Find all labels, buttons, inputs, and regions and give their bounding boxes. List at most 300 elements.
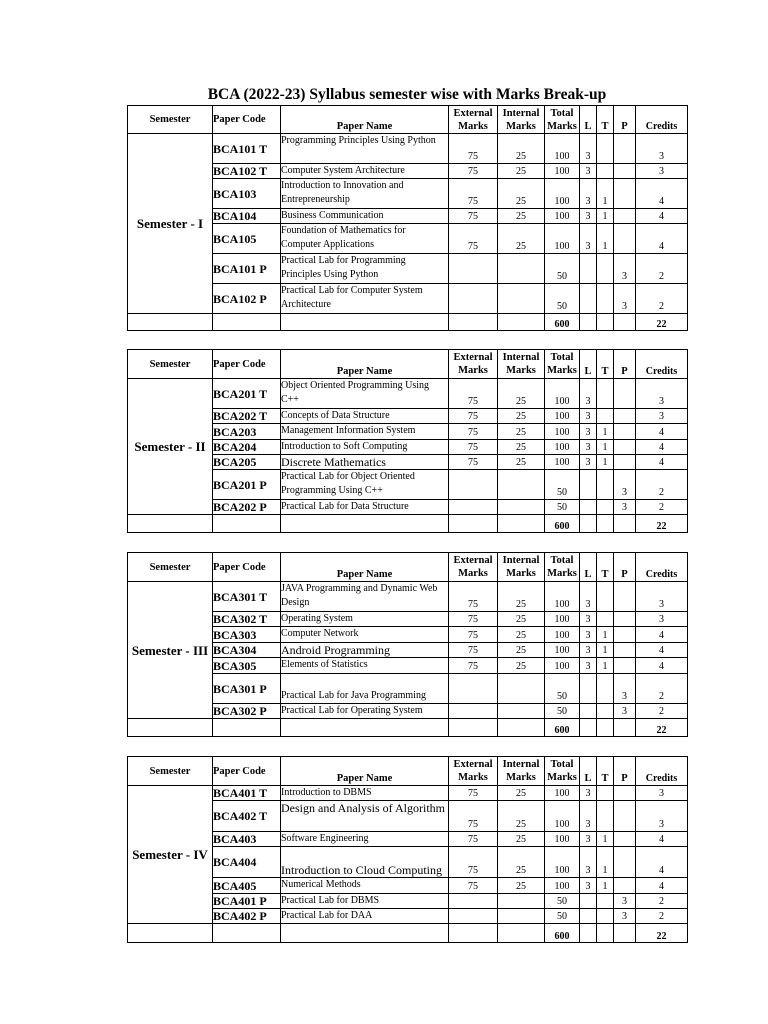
credits: 3 <box>636 786 688 801</box>
header-internal-marks <box>498 350 545 379</box>
external-marks: 75 <box>449 455 498 470</box>
paper-name: Elements of Statistics <box>281 658 449 674</box>
tutorial-hours <box>597 409 614 424</box>
header-semester-text: Semester <box>149 358 191 370</box>
totals-row <box>128 719 688 737</box>
header-external-marks-text: External <box>453 352 493 363</box>
internal-marks: 25 <box>498 643 545 658</box>
paper-code: BCA402 T <box>213 801 281 832</box>
internal-marks <box>498 500 545 515</box>
practical-hours: 3 <box>614 704 636 719</box>
external-marks <box>449 704 498 719</box>
tutorial-hours <box>597 674 614 704</box>
header-t <box>597 350 614 379</box>
semester-label: Semester - IV <box>128 786 213 924</box>
internal-marks: 25 <box>498 612 545 627</box>
paper-name: Numerical Methods <box>281 878 449 894</box>
total-marks: 50 <box>545 500 580 515</box>
lecture-hours: 3 <box>580 224 597 254</box>
total-marks: 50 <box>545 909 580 924</box>
credits: 4 <box>636 627 688 643</box>
total-marks: 100 <box>545 658 580 674</box>
practical-hours <box>614 582 636 612</box>
empty-cell <box>213 719 281 737</box>
credits: 4 <box>636 424 688 440</box>
tutorial-hours <box>597 894 614 909</box>
paper-name: Programming Principles Using Python <box>281 134 449 164</box>
lecture-hours: 3 <box>580 878 597 894</box>
total-credits-sum: 22 <box>636 719 688 737</box>
tutorial-hours <box>597 786 614 801</box>
header-total-marks <box>545 757 580 786</box>
header-paper-name-text: Paper Name <box>336 773 393 784</box>
header-l-text: L <box>584 366 592 377</box>
paper-name: Computer System Architecture <box>281 164 449 179</box>
header-p-text: P <box>621 121 628 132</box>
total-marks: 100 <box>545 847 580 878</box>
paper-name: Introduction to Cloud Computing <box>281 847 449 878</box>
practical-hours <box>614 424 636 440</box>
header-credits <box>636 757 688 786</box>
tutorial-hours: 1 <box>597 179 614 209</box>
internal-marks: 25 <box>498 582 545 612</box>
totals-row <box>128 924 688 943</box>
table-header-row <box>128 757 688 786</box>
paper-code: BCA204 <box>213 440 281 455</box>
lecture-hours: 3 <box>580 409 597 424</box>
header-p-text: P <box>621 366 628 377</box>
paper-code: BCA403 <box>213 832 281 847</box>
tutorial-hours: 1 <box>597 224 614 254</box>
lecture-hours <box>580 894 597 909</box>
paper-code: BCA105 <box>213 224 281 254</box>
credits: 2 <box>636 704 688 719</box>
credits: 2 <box>636 894 688 909</box>
paper-code: BCA201 P <box>213 470 281 500</box>
external-marks: 75 <box>449 424 498 440</box>
external-marks: 75 <box>449 627 498 643</box>
empty-cell <box>614 719 636 737</box>
header-paper-name <box>281 757 449 786</box>
empty-cell <box>498 515 545 533</box>
lecture-hours: 3 <box>580 455 597 470</box>
empty-cell <box>281 314 449 331</box>
total-credits-sum: 22 <box>636 314 688 331</box>
paper-code: BCA202 T <box>213 409 281 424</box>
tutorial-hours <box>597 470 614 500</box>
lecture-hours: 3 <box>580 424 597 440</box>
empty-cell <box>597 314 614 331</box>
empty-cell <box>449 924 498 943</box>
header-internal-marks-text: Marks <box>506 120 536 132</box>
paper-name: Practical Lab for Object Oriented Programming Using C++ <box>281 470 449 500</box>
credits: 4 <box>636 179 688 209</box>
practical-hours: 3 <box>614 909 636 924</box>
header-semester-text: Semester <box>149 114 191 125</box>
lecture-hours <box>580 674 597 704</box>
credits: 4 <box>636 440 688 455</box>
internal-marks: 25 <box>498 786 545 801</box>
header-p <box>614 106 636 134</box>
tutorial-hours <box>597 704 614 719</box>
header-paper-name-text: Paper Name <box>336 366 393 377</box>
lecture-hours: 3 <box>580 847 597 878</box>
tutorial-hours <box>597 164 614 179</box>
header-internal-marks-text: Marks <box>506 365 536 376</box>
lecture-hours: 3 <box>580 379 597 409</box>
empty-cell <box>498 314 545 331</box>
external-marks <box>449 254 498 284</box>
lecture-hours <box>580 500 597 515</box>
external-marks: 75 <box>449 224 498 254</box>
empty-cell <box>213 515 281 533</box>
semester-label: Semester - II <box>128 379 213 515</box>
practical-hours <box>614 179 636 209</box>
tutorial-hours: 1 <box>597 658 614 674</box>
header-external-marks <box>449 350 498 379</box>
header-internal-marks-text: Internal <box>502 555 540 566</box>
external-marks <box>449 284 498 314</box>
header-paper-code <box>213 106 281 134</box>
empty-cell <box>128 719 213 737</box>
header-external-marks-text: External <box>453 107 493 119</box>
paper-code: BCA101 P <box>213 254 281 284</box>
credits: 3 <box>636 409 688 424</box>
paper-code: BCA302 P <box>213 704 281 719</box>
header-credits-text: Credits <box>645 121 678 132</box>
total-marks: 100 <box>545 409 580 424</box>
empty-cell <box>449 719 498 737</box>
paper-code: BCA101 T <box>213 134 281 164</box>
external-marks: 75 <box>449 832 498 847</box>
total-marks: 100 <box>545 801 580 832</box>
paper-code: BCA305 <box>213 658 281 674</box>
total-marks: 100 <box>545 164 580 179</box>
credits: 3 <box>636 379 688 409</box>
header-credits-text: Credits <box>645 773 678 784</box>
empty-cell <box>281 719 449 737</box>
header-l <box>580 553 597 582</box>
credits: 2 <box>636 674 688 704</box>
tutorial-hours: 1 <box>597 424 614 440</box>
credits: 4 <box>636 832 688 847</box>
external-marks: 75 <box>449 847 498 878</box>
credits: 4 <box>636 643 688 658</box>
table-header-row <box>128 553 688 582</box>
total-marks: 100 <box>545 424 580 440</box>
header-credits <box>636 106 688 134</box>
table-row <box>128 786 688 801</box>
credits: 4 <box>636 455 688 470</box>
tutorial-hours <box>597 500 614 515</box>
tutorial-hours <box>597 612 614 627</box>
internal-marks: 25 <box>498 440 545 455</box>
credits: 2 <box>636 470 688 500</box>
page-title: BCA (2022-23) Syllabus semester wise with Marks Break-up <box>207 86 607 103</box>
tutorial-hours <box>597 284 614 314</box>
external-marks: 75 <box>449 786 498 801</box>
paper-code: BCA304 <box>213 643 281 658</box>
header-total-marks-text: Marks <box>547 568 577 579</box>
empty-cell <box>213 314 281 331</box>
empty-cell <box>597 924 614 943</box>
credits: 4 <box>636 224 688 254</box>
lecture-hours: 3 <box>580 832 597 847</box>
total-marks: 50 <box>545 284 580 314</box>
empty-cell <box>597 719 614 737</box>
paper-code: BCA102 T <box>213 164 281 179</box>
lecture-hours <box>580 470 597 500</box>
lecture-hours: 3 <box>580 582 597 612</box>
practical-hours <box>614 164 636 179</box>
header-semester <box>128 106 213 134</box>
header-external-marks <box>449 106 498 134</box>
external-marks <box>449 894 498 909</box>
paper-name: JAVA Programming and Dynamic Web Design <box>281 582 449 612</box>
internal-marks: 25 <box>498 878 545 894</box>
total-marks-sum: 600 <box>545 515 580 533</box>
paper-name: Operating System <box>281 612 449 627</box>
internal-marks: 25 <box>498 209 545 224</box>
header-t <box>597 106 614 134</box>
practical-hours <box>614 440 636 455</box>
semester-label: Semester - III <box>128 582 213 719</box>
header-paper-code-text: Paper Code <box>213 114 266 125</box>
lecture-hours <box>580 704 597 719</box>
lecture-hours <box>580 254 597 284</box>
empty-cell <box>614 314 636 331</box>
paper-name: Design and Analysis of Algorithm <box>281 801 449 832</box>
paper-code: BCA405 <box>213 878 281 894</box>
external-marks <box>449 909 498 924</box>
credits: 2 <box>636 909 688 924</box>
external-marks: 75 <box>449 582 498 612</box>
total-marks: 100 <box>545 786 580 801</box>
practical-hours <box>614 847 636 878</box>
semester-label: Semester - I <box>128 134 213 314</box>
credits: 4 <box>636 878 688 894</box>
header-l-text: L <box>584 773 592 784</box>
semester-table <box>127 349 688 533</box>
practical-hours <box>614 455 636 470</box>
paper-name: Practical Lab for DBMS <box>281 894 449 909</box>
header-internal-marks <box>498 553 545 582</box>
empty-cell <box>597 515 614 533</box>
total-marks: 50 <box>545 254 580 284</box>
practical-hours <box>614 786 636 801</box>
header-l <box>580 106 597 134</box>
paper-name: Practical Lab for Operating System <box>281 704 449 719</box>
total-marks: 100 <box>545 627 580 643</box>
paper-code: BCA103 <box>213 179 281 209</box>
paper-name: Software Engineering <box>281 832 449 847</box>
paper-name: Business Communication <box>281 209 449 224</box>
credits: 3 <box>636 612 688 627</box>
header-p-text: P <box>621 569 628 580</box>
empty-cell <box>128 515 213 533</box>
paper-code: BCA401 T <box>213 786 281 801</box>
internal-marks <box>498 284 545 314</box>
internal-marks <box>498 894 545 909</box>
empty-cell <box>498 924 545 943</box>
totals-row <box>128 515 688 533</box>
header-l-text: L <box>584 569 592 580</box>
credits: 4 <box>636 658 688 674</box>
paper-name: Concepts of Data Structure <box>281 409 449 424</box>
table-row <box>128 582 688 612</box>
lecture-hours: 3 <box>580 612 597 627</box>
paper-name: Object Oriented Programming Using C++ <box>281 379 449 409</box>
header-paper-code-text: Paper Code <box>213 358 266 370</box>
total-marks: 100 <box>545 209 580 224</box>
lecture-hours: 3 <box>580 164 597 179</box>
tutorial-hours: 1 <box>597 455 614 470</box>
table-row <box>128 379 688 409</box>
lecture-hours: 3 <box>580 440 597 455</box>
header-semester <box>128 553 213 582</box>
external-marks: 75 <box>449 179 498 209</box>
total-marks: 100 <box>545 179 580 209</box>
lecture-hours: 3 <box>580 179 597 209</box>
internal-marks: 25 <box>498 179 545 209</box>
lecture-hours: 3 <box>580 627 597 643</box>
paper-code: BCA402 P <box>213 909 281 924</box>
internal-marks: 25 <box>498 832 545 847</box>
paper-name: Android Programming <box>281 643 449 658</box>
header-semester-text: Semester <box>149 561 191 573</box>
credits: 3 <box>636 801 688 832</box>
empty-cell <box>213 924 281 943</box>
paper-name: Practical Lab for DAA <box>281 909 449 924</box>
lecture-hours: 3 <box>580 801 597 832</box>
paper-code: BCA202 P <box>213 500 281 515</box>
lecture-hours <box>580 909 597 924</box>
practical-hours <box>614 658 636 674</box>
total-marks: 100 <box>545 440 580 455</box>
credits: 4 <box>636 847 688 878</box>
header-t-text: T <box>601 366 609 377</box>
internal-marks: 25 <box>498 224 545 254</box>
header-external-marks-text: External <box>453 759 493 770</box>
external-marks: 75 <box>449 134 498 164</box>
header-credits-text: Credits <box>645 366 678 377</box>
total-marks: 100 <box>545 582 580 612</box>
header-credits-text: Credits <box>645 569 678 580</box>
header-external-marks-text: Marks <box>458 120 488 132</box>
external-marks: 75 <box>449 164 498 179</box>
header-semester-text: Semester <box>149 765 191 777</box>
tutorial-hours: 1 <box>597 627 614 643</box>
total-marks: 100 <box>545 612 580 627</box>
empty-cell <box>281 924 449 943</box>
header-internal-marks-text: Marks <box>506 568 536 579</box>
semester-table <box>127 756 688 943</box>
credits: 3 <box>636 582 688 612</box>
external-marks <box>449 500 498 515</box>
external-marks: 75 <box>449 209 498 224</box>
internal-marks: 25 <box>498 627 545 643</box>
header-paper-code <box>213 553 281 582</box>
total-marks: 50 <box>545 674 580 704</box>
practical-hours: 3 <box>614 674 636 704</box>
paper-name: Discrete Mathematics <box>281 455 449 470</box>
empty-cell <box>449 314 498 331</box>
header-l-text: L <box>584 121 592 132</box>
tutorial-hours <box>597 254 614 284</box>
header-t <box>597 757 614 786</box>
total-marks: 100 <box>545 379 580 409</box>
tutorial-hours: 1 <box>597 440 614 455</box>
total-marks: 50 <box>545 894 580 909</box>
header-internal-marks-text: Internal <box>502 107 540 119</box>
practical-hours <box>614 409 636 424</box>
practical-hours <box>614 224 636 254</box>
empty-cell <box>128 924 213 943</box>
practical-hours <box>614 379 636 409</box>
total-marks: 100 <box>545 455 580 470</box>
table-header-row <box>128 350 688 379</box>
header-total-marks-text: Marks <box>547 365 577 376</box>
table-row <box>128 134 688 164</box>
paper-code: BCA302 T <box>213 612 281 627</box>
header-internal-marks <box>498 106 545 134</box>
practical-hours <box>614 801 636 832</box>
practical-hours <box>614 832 636 847</box>
totals-row <box>128 314 688 331</box>
table-header-row <box>128 106 688 134</box>
header-t-text: T <box>601 569 609 580</box>
empty-cell <box>128 314 213 331</box>
header-total-marks <box>545 106 580 134</box>
total-marks-sum: 600 <box>545 924 580 943</box>
header-paper-name-text: Paper Name <box>336 569 393 580</box>
external-marks: 75 <box>449 612 498 627</box>
practical-hours <box>614 209 636 224</box>
empty-cell <box>281 515 449 533</box>
tutorial-hours: 1 <box>597 643 614 658</box>
external-marks: 75 <box>449 440 498 455</box>
paper-code: BCA203 <box>213 424 281 440</box>
paper-name: Practical Lab for Programming Principles Using Python <box>281 254 449 284</box>
total-marks: 100 <box>545 643 580 658</box>
practical-hours <box>614 878 636 894</box>
internal-marks: 25 <box>498 847 545 878</box>
paper-name: Introduction to Innovation and Entrepreneurship <box>281 179 449 209</box>
empty-cell <box>614 924 636 943</box>
lecture-hours: 3 <box>580 658 597 674</box>
empty-cell <box>498 719 545 737</box>
paper-name: Computer Network <box>281 627 449 643</box>
lecture-hours: 3 <box>580 786 597 801</box>
semester-table <box>127 105 688 331</box>
internal-marks <box>498 704 545 719</box>
paper-name: Introduction to DBMS <box>281 786 449 801</box>
header-paper-code-text: Paper Code <box>213 561 266 573</box>
external-marks: 75 <box>449 379 498 409</box>
header-external-marks-text: Marks <box>458 365 488 376</box>
header-paper-name <box>281 553 449 582</box>
external-marks <box>449 470 498 500</box>
credits: 3 <box>636 134 688 164</box>
internal-marks: 25 <box>498 164 545 179</box>
paper-name: Foundation of Mathematics for Computer Applications <box>281 224 449 254</box>
tutorial-hours: 1 <box>597 847 614 878</box>
external-marks: 75 <box>449 658 498 674</box>
internal-marks: 25 <box>498 424 545 440</box>
internal-marks <box>498 254 545 284</box>
header-external-marks-text: External <box>453 555 493 566</box>
practical-hours: 3 <box>614 894 636 909</box>
